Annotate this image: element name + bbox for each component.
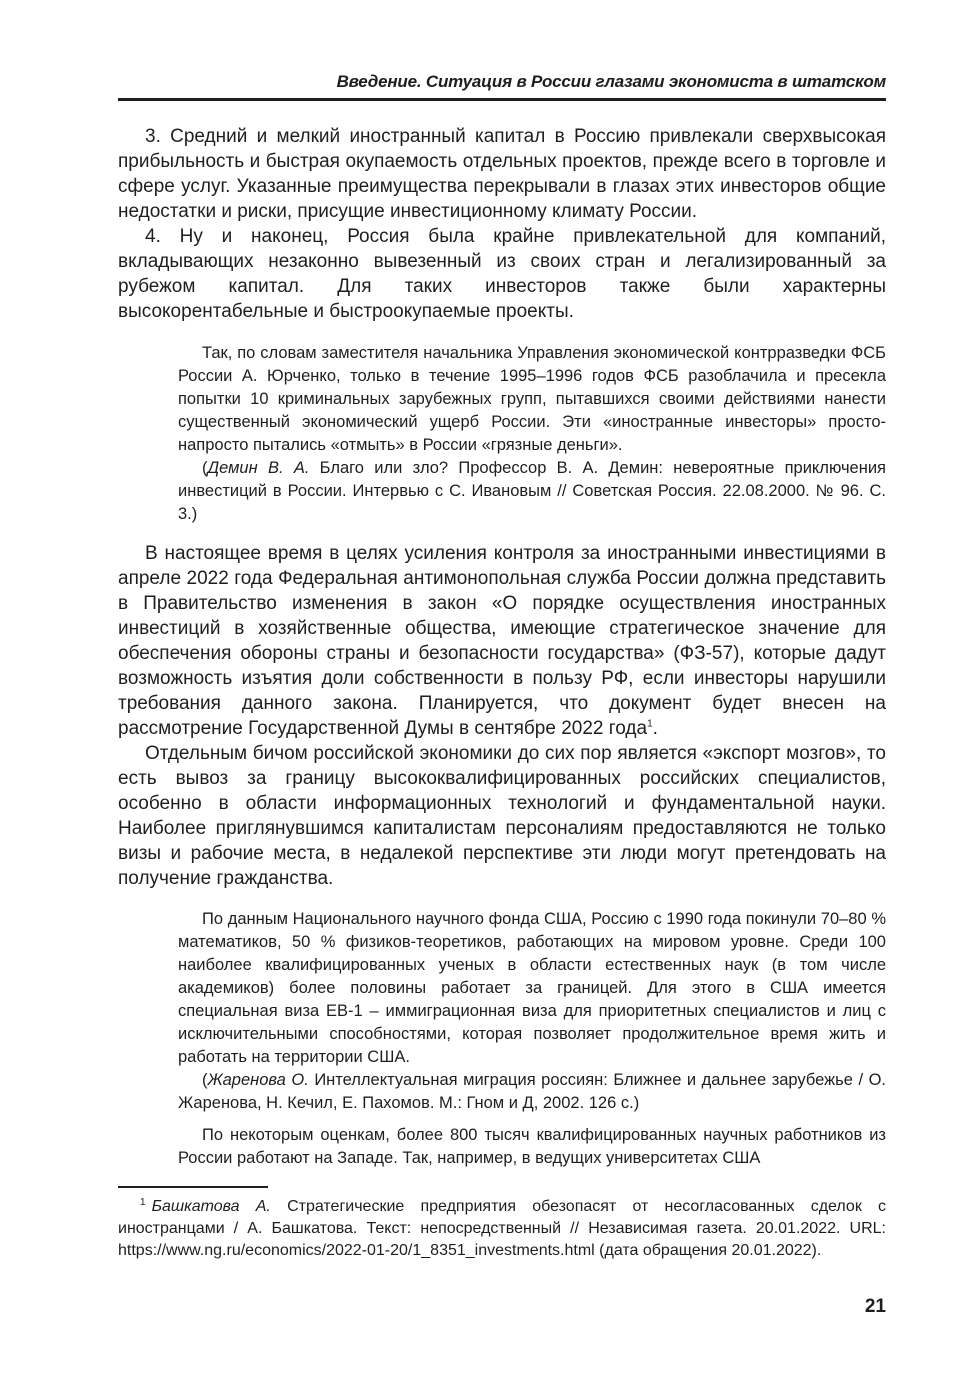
- paragraph-fas: В настоящее время в целях усиления контроля за иностранными инвестициями в апреле 2022 года Федеральная антимонопольная служба России должна представить в Правительство изменения в закон «О порядке осуществления иностранных инвестиций в хозяйственные общества, имеющие стратегическое значение для обеспечения обороны страны и безопасности государства» (ФЗ-57), которые дадут возможность изъятия доли собственности в пользу РФ, если инвесторы нарушили требования данного закона. Планируется, что документ будет внесен на рассмотрение Государственной Думы в сентябре 2022 года$^1$.: [118, 543, 886, 739]
- quote-block-nsf: [178, 908, 886, 1115]
- footnote-text: Стратегические предприятия обезопасят от несогласованных сделок с иностранцами / А. Башкатова. Текст: непосредственный // Независимая газета. 20.01.2022. URL: https://www.ng.ru/economics/2022-01-20/1_8351_investments.html (дата обращения 20.01.2022).: [118, 1198, 887, 1259]
- footnote-divider: [118, 1186, 268, 1188]
- quote-source: (Жаренова О. Интеллектуальная миграция россиян: Ближнее и дальнее зарубежье / О. Жаренова, Н. Кечил, Е. Пахомов. М.: Гном и Д, 2002. 126 с.): [178, 1071, 886, 1112]
- source-author: Демин В. А.: [207, 459, 310, 477]
- running-header: [118, 70, 886, 101]
- quote-text: По данным Национального научного фонда США, Россию с 1990 года покинули 70–80 % математиков, 50 % физиков-теоретиков, работающих на мировом уровне. Среди 100 наиболее квалифицированных ученых в области естественных наук (в том числе академиков) более половины работает за границей. Для этого в США имеется специальная виза EB-1 – иммиграционная виза для приоритетных специалистов и лиц с исключительными способностями, которая позволяет продолжительное время жить и работать на территории США.: [178, 910, 886, 1066]
- paragraph-brain-drain: Отдельным бичом российской экономики до сих пор является «экспорт мозгов», то есть вывоз за границу высококвалифицированных российских специалистов, особенно в области информационных технологий и фундаментальной науки. Наиболее приглянувшимся капиталистам персоналиям предоставляются не только визы и рабочие места, в недалекой перспективе эти люди могут претендовать на получение гражданства.: [118, 743, 886, 889]
- running-title: Введение. Ситуация в России глазами экономиста в штатском: [336, 72, 886, 91]
- footnote-author: Башкатова А.: [151, 1198, 271, 1215]
- quote-text: По некоторым оценкам, более 800 тысяч квалифицированных научных работников из России работают на Западе. Так, например, в ведущих университетах США: [178, 1126, 886, 1167]
- quote-text: Так, по словам заместителя начальника Управления экономической контрразведки ФСБ России А. Юрченко, только в течение 1995–1996 годов ФСБ разоблачила и пресекла попытки 10 криминальных зарубежных групп, пытавшихся своими действиями нанести существенный экономический ущерб России. Эти «иностранные инвесторы» просто-напросто пытались «отмыть» в России «грязные деньги».: [178, 344, 886, 454]
- footnote: [118, 1196, 886, 1262]
- quote-block-estimates: [178, 1124, 886, 1170]
- quote-source: (Демин В. А. Благо или зло? Профессор В. А. Демин: невероятные приключения инвестиций в России. Интервью с С. Ивановым // Советская Россия. 22.08.2000. № 96. С. 3.): [178, 459, 886, 523]
- footnote-mark: 1: [140, 1196, 146, 1208]
- body-block-1: [118, 124, 886, 324]
- paragraph-item-4: 4. Ну и наконец, Россия была крайне привлекательной для компаний, вкладывающих незаконно вывезенный из своих стран и легализированный за рубежом капитал. Для таких инвесторов также были характерны высокорентабельные и быстроокупаемые проекты.: [118, 226, 886, 322]
- source-author: Жаренова О.: [207, 1071, 309, 1089]
- page-number: 21: [864, 1296, 886, 1317]
- footnote-ref[interactable]: 1: [647, 718, 653, 730]
- quote-block-fsb: [178, 342, 886, 526]
- body-block-2: [118, 541, 886, 891]
- paragraph-item-3: 3. Средний и мелкий иностранный капитал в Россию привлекали сверхвысокая прибыльность и быстрая окупаемость отдельных проектов, прежде всего в торговле и сфере услуг. Указанные преимущества перекрывали в глазах этих инвесторов общие недостатки и риски, присущие инвестиционному климату России.: [118, 126, 886, 222]
